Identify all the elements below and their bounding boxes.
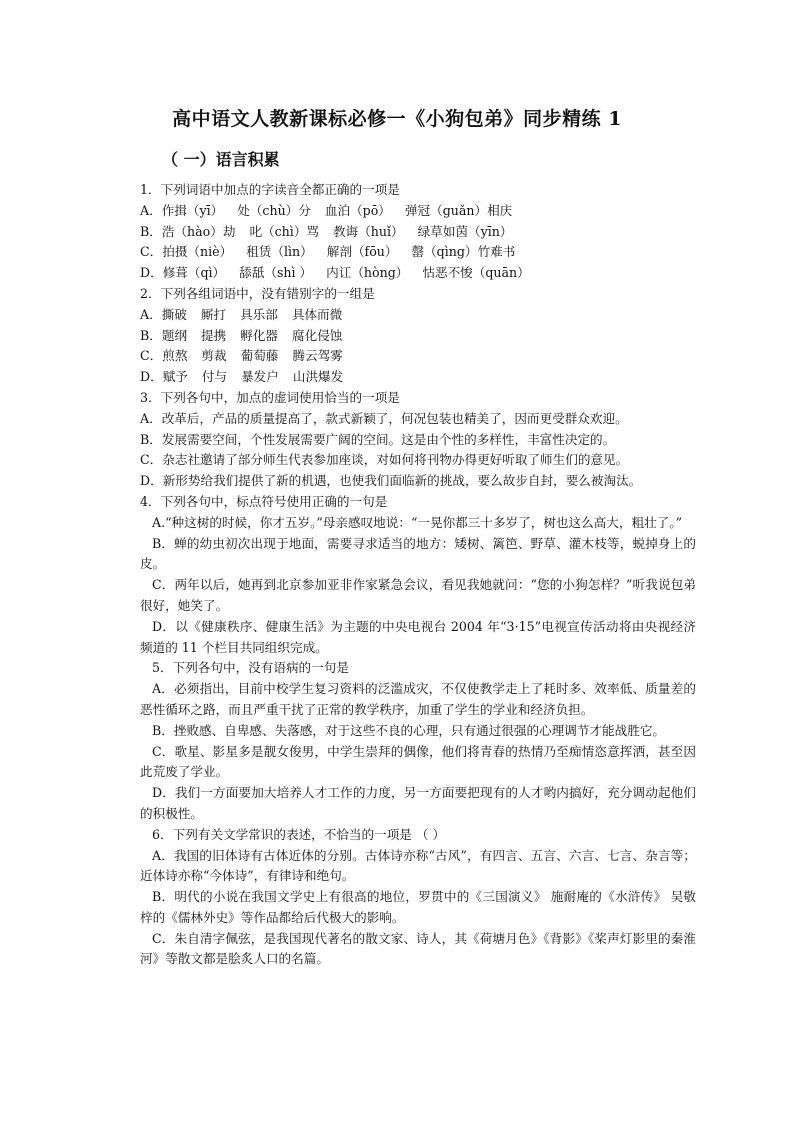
option-item: 内讧（hòng） — [326, 265, 409, 281]
question-3-option-d: D．新形势给我们提供了新的机遇，也使我们面临新的挑战，要么故步自封，要么被淘汰。 — [140, 473, 642, 489]
question-4-option-d: D．以《健康秩序、健康生活》为主题的中央电视台 2004 年“3·15”电视宣传活动将由央视经济频道的 11 个栏目共同组织完成。 — [140, 618, 696, 655]
option-item: 付与 — [201, 369, 228, 385]
question-3-option-a: A．改革后，产品的质量提高了，款式新颖了，何况包装也精美了，因而更受群众欢迎。 — [140, 410, 628, 426]
option-item: 厮打 — [200, 306, 227, 322]
question-2-stem: 2．下列各组词语中，没有错别字的一组是 — [140, 285, 375, 301]
question-3-stem: 3．下列各句中，加点的虚词使用恰当的一项是 — [140, 389, 400, 405]
question-1-option-a — [140, 201, 696, 222]
option-item: 腾云驾雾 — [292, 348, 343, 364]
question-1-option-c — [140, 242, 696, 263]
option-item: 罄（qìng）竹难书 — [411, 244, 516, 260]
option-item: 怙恶不悛（quān） — [422, 265, 530, 281]
option-item: 处（chù）分 — [237, 202, 311, 218]
question-5-option-d: D．我们一方面要加大培养人才工作的力度，另一方面要把现有的人才哟内搞好，充分调动起他们的积极性。 — [140, 785, 696, 821]
document-title: 高中语文人教新课标必修一《小狗包弟》同步精练 1 — [172, 108, 622, 130]
option-item: 提携 — [201, 327, 227, 343]
option-item: 孵化器 — [240, 327, 279, 343]
question-1-option-d — [140, 263, 696, 284]
option-item: 租赁（lìn） — [246, 244, 313, 260]
option-item: 解剖（fōu） — [326, 244, 398, 260]
question-5-option-c: C．歌星、影星多是靓女俊男，中学生崇拜的偶像，他们将青春的热情乃至痴情恣意挥洒，甚至因此荒废了学业。 — [140, 743, 696, 780]
option-item: D．修葺（qì） — [140, 265, 226, 281]
question-6-option-a: A．我国的旧体诗有古体近体的分别。古体诗亦称“古风”，有四言、五言、六言、七言、杂言等；近体诗亦称“今体诗”，有律诗和绝句。 — [140, 847, 696, 884]
question-1-option-b — [140, 222, 696, 243]
question-5-option-b: B．挫败感、自卑感、失落感，对于这些不良的心理，只有通过很强的心理调节才能战胜它。 — [152, 722, 666, 738]
option-item: B．题纲 — [140, 327, 188, 343]
question-6-stem: 6．下列有关文学常识的表述，不恰当的一项是 （ ） — [152, 826, 446, 842]
option-item: 腐化侵蚀 — [292, 327, 343, 343]
option-item: 具乐部 — [240, 306, 278, 322]
question-2-option-c — [140, 346, 696, 367]
question-6-option-b: B．明代的小说在我国文学史上有很高的地位，罗贯中的《三国演义》 施耐庵的《水浒传》 吴敬梓的《儒林外史》等作品都给后代极大的影响。 — [140, 889, 696, 925]
option-item: A．撕破 — [140, 306, 187, 322]
option-item: 山洪爆发 — [292, 369, 344, 385]
section-heading: （ 一）语言积累 — [162, 150, 280, 169]
option-item: 绿草如茵（yīn） — [417, 223, 513, 239]
option-item: B．浩（hào）劫 — [140, 223, 236, 239]
option-item: D．赋予 — [140, 369, 188, 385]
option-item: 葡萄藤 — [240, 348, 279, 364]
question-5-stem: 5．下列各句中，没有语病的一句是 — [152, 660, 349, 676]
option-item: 舔舐（shì ） — [239, 265, 313, 281]
option-item: 弹冠（guǎn）相庆 — [404, 202, 513, 218]
question-5-option-a: A．必须指出，目前中校学生复习资料的泛滥成灾，不仅使教学走上了耗时多、效率低、质量差的恶性循环之路，而且严重干扰了正常的教学秩序，加重了学生的学业和经济负担。 — [140, 681, 696, 717]
question-2-option-a — [140, 305, 696, 326]
option-item: 暴发户 — [241, 369, 279, 385]
option-item: 剪裁 — [201, 348, 227, 364]
question-3-option-c: C．杂志社邀请了部分师生代表参加座谈，对如何将刊物办得更好听取了师生们的意见。 — [140, 452, 629, 468]
option-item: A．作揖（yī） — [140, 202, 224, 218]
option-item: C．煎熬 — [140, 348, 188, 364]
option-item: 教诲（huǐ） — [333, 223, 404, 239]
question-4-option-c: C．两年以后，她再到北京参加亚非作家紧急会议，看见我她就问：“您的小狗怎样？”听我说包弟很好，她笑了。 — [140, 577, 696, 613]
question-1-stem: 1．下列词语中加点的字读音全都正确的一项是 — [140, 182, 400, 197]
question-list — [140, 180, 696, 970]
question-4-option-a: A.“种这树的时候，你才五岁。”母亲感叹地说：“一晃你都三十多岁了，树也这么高大，粗壮了。” — [152, 514, 683, 530]
option-item: 血泊（pō） — [324, 202, 391, 218]
option-item: 具体而微 — [291, 306, 343, 322]
question-2-option-d — [140, 367, 696, 388]
question-6-option-c: C．朱自清字佩弦，是我国现代著名的散文家、诗人，其《荷塘月色》《背影》《桨声灯影里的秦淮河》等散文都是脍炙人口的名篇。 — [140, 930, 696, 967]
question-2-option-b — [140, 326, 696, 347]
question-3-option-b: B．发展需要空间，个性发展需要广阔的空间。这是由个性的多样性，丰富性决定的。 — [140, 431, 616, 447]
option-item: 叱（chì）骂 — [249, 223, 320, 239]
option-item: C．拍摄（niè） — [140, 244, 233, 260]
question-4-stem: 4．下列各句中，标点符号使用正确的一句是 — [140, 493, 388, 509]
question-4-option-b: B．蝉的幼虫初次出现于地面，需要寻求适当的地方：矮树、篱笆、野草、灌木枝等，蜕掉身上的皮。 — [140, 535, 696, 572]
